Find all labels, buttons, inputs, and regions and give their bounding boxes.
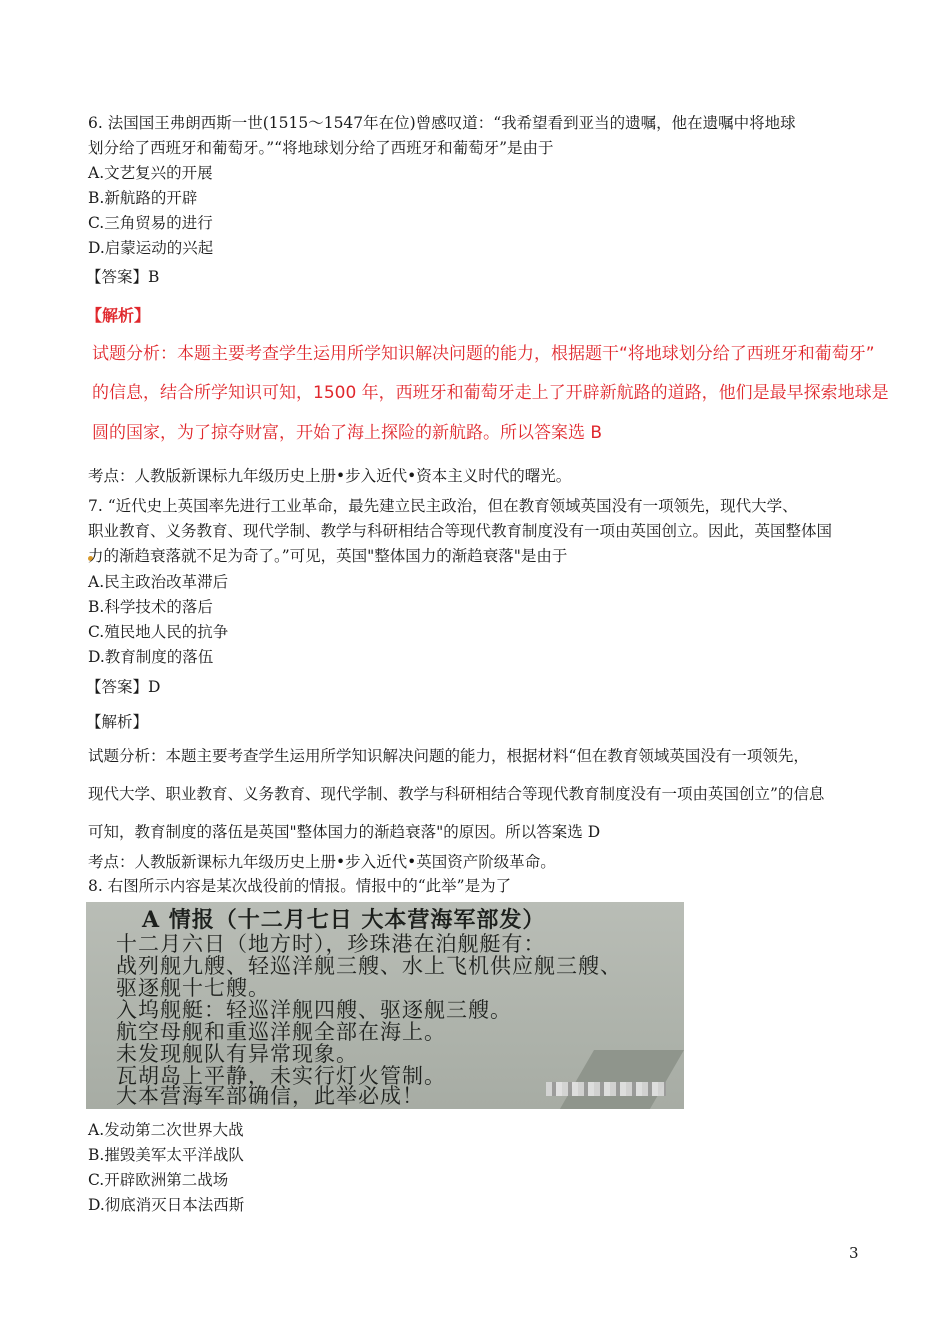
q8-option-a: A.发动第二次世界大战 <box>88 1121 244 1139</box>
q7-option-c: C.殖民地人民的抗争 <box>88 623 229 641</box>
q7-option-a: A.民主政治改革滞后 <box>88 573 229 591</box>
q7-stem-line-1: 7. “近代史上英国率先进行工业革命，最先建立民主政治，但在教育领域英国没有一项领先，现代大学、 <box>88 497 798 515</box>
q8-stem: 8. 右图所示内容是某次战役前的情报。情报中的“此举”是为了 <box>88 877 512 895</box>
report-line-7: 瓦胡岛上平静，未实行灯火管制。 <box>116 1064 446 1088</box>
q6-analysis-line-2: 的信息，结合所学知识可知，1500 年，西班牙和葡萄牙走上了开辟新航路的道路，他们是最早探索地球是 <box>92 383 889 403</box>
q6-option-b: B.新航路的开辟 <box>88 189 198 207</box>
q6-option-d: D.启蒙运动的兴起 <box>88 239 214 257</box>
q6-analysis-heading: 【解析】 <box>86 306 151 325</box>
blurred-watermark <box>546 1082 666 1096</box>
q6-option-a: A.文艺复兴的开展 <box>88 164 213 182</box>
q6-answer: 【答案】B <box>86 268 160 286</box>
intelligence-report-image <box>86 902 684 1109</box>
q7-analysis-line-3: 可知，教育制度的落伍是英国"整体国力的渐趋衰落"的原因。所以答案选 D <box>88 823 601 841</box>
q8-option-c: C.开辟欧洲第二战场 <box>88 1171 229 1189</box>
report-line-5: 航空母舰和重巡洋舰全部在海上。 <box>116 1020 446 1044</box>
page-number: 3 <box>849 1244 859 1262</box>
report-line-1: 十二月六日（地方时），珍珠港在泊舰艇有： <box>116 932 546 956</box>
report-line-4: 入坞舰艇：轻巡洋舰四艘、驱逐舰三艘。 <box>116 998 512 1022</box>
q7-kaodian: 考点：人教版新课标九年级历史上册•步入近代•英国资产阶级革命。 <box>88 853 556 871</box>
report-title: A 情报（十二月七日 大本营海军部发） <box>142 907 546 933</box>
report-line-3: 驱逐舰十七艘。 <box>116 976 270 1000</box>
q7-stem-line-3: 力的渐趋衰落就不足为奇了。”可见，英国"整体国力的渐趋衰落"是由于 <box>88 547 568 565</box>
q8-option-d: D.彻底消灭日本法西斯 <box>88 1196 245 1214</box>
q6-kaodian: 考点：人教版新课标九年级历史上册•步入近代•资本主义时代的曙光。 <box>88 467 572 485</box>
q6-analysis-line-3: 圆的国家，为了掠夺财富，开始了海上探险的新航路。所以答案选 B <box>92 423 603 443</box>
q7-option-b: B.科学技术的落后 <box>88 598 213 616</box>
q6-stem-line-2: 划分给了西班牙和葡萄牙。”“将地球划分给了西班牙和葡萄牙”是由于 <box>88 139 554 157</box>
q7-option-d: D.教育制度的落伍 <box>88 648 214 666</box>
q6-analysis-line-1: 试题分析：本题主要考查学生运用所学知识解决问题的能力，根据题干“将地球划分给了西班牙和葡萄牙” <box>92 344 875 364</box>
q7-stem-line-2: 职业教育、义务教育、现代学制、教学与科研相结合等现代教育制度没有一项由英国创立。因此，英国整体国 <box>88 522 833 540</box>
report-line-6: 未发现舰队有异常现象。 <box>116 1042 358 1066</box>
q7-analysis-line-2: 现代大学、职业教育、义务教育、现代学制、教学与科研相结合等现代教育制度没有一项由英国创立”的信息 <box>88 785 825 803</box>
report-line-2: 战列舰九艘、轻巡洋舰三艘、水上飞机供应舰三艘、 <box>116 954 622 978</box>
report-line-8: 大本营海军部确信，此举必成！ <box>116 1084 424 1108</box>
q6-stem-line-1: 6. 法国国王弗朗西斯一世(1515～1547年在位)曾感叹道：“我希望看到亚当的遗嘱，他在遗嘱中将地球 <box>88 114 796 132</box>
q6-option-c: C.三角贸易的进行 <box>88 214 213 232</box>
q7-analysis-line-1: 试题分析：本题主要考查学生运用所学知识解决问题的能力，根据材料“但在教育领域英国没有一项领先， <box>88 747 809 765</box>
q8-option-b: B.摧毁美军太平洋战队 <box>88 1146 244 1164</box>
q7-answer: 【答案】D <box>86 678 161 696</box>
q7-analysis-heading: 【解析】 <box>86 713 149 731</box>
paper-shadow <box>554 1050 684 1109</box>
